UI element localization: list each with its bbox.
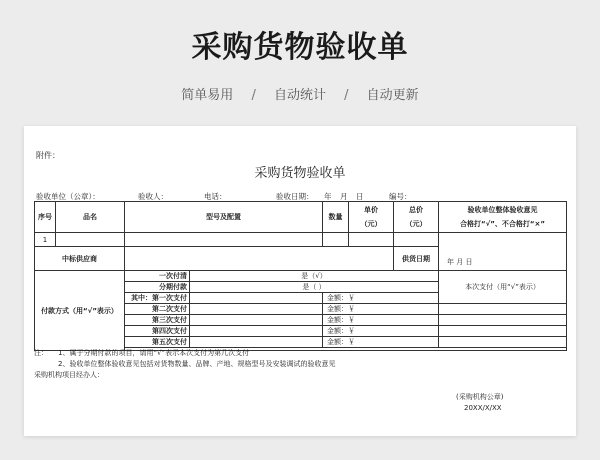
header-unit-price <box>349 202 394 233</box>
number-label: 编号： <box>389 192 412 201</box>
note-2: 2、验收单位整体验收意见包括对货物数量、品牌、产地、规格型号及安装调试的验收意见 <box>58 360 336 368</box>
acceptance-table <box>34 201 567 351</box>
header-seq: 序号 <box>35 202 56 233</box>
payment-method-label: 付款方式（用“√”表示） <box>35 271 125 351</box>
installment-label: 分期付款 <box>125 282 190 293</box>
note-1: 1、属于分期付款的项目，请用“√”表示本次支付为第几次支付 <box>58 349 250 357</box>
header-total-price <box>394 202 439 233</box>
phone-label: 电话： <box>204 192 227 201</box>
opinion-hint: 合格打“√”、不合格打“×” <box>460 220 545 228</box>
banner-title: 采购货物验收单 <box>191 30 409 65</box>
installment-4-amount: 金额：￥ <box>323 326 439 337</box>
installment-value: 是（ ） <box>190 282 439 293</box>
feature-tag: 自动统计 <box>273 88 326 103</box>
signature-date: 20XX/X/XX <box>464 404 502 412</box>
header-name: 品名 <box>56 202 125 233</box>
installment-1-blank <box>190 293 323 304</box>
total-price-unit: （元） <box>405 220 427 228</box>
installment-3-blank <box>190 315 323 326</box>
supplier-label: 中标供应商 <box>35 247 125 271</box>
header-qty: 数量 <box>323 202 349 233</box>
installment-3-check <box>439 315 567 326</box>
installment-5-check <box>439 337 567 348</box>
row-seq: 1 <box>35 233 56 247</box>
installment-3-amount: 金额：￥ <box>323 315 439 326</box>
installment-3-label: 第三次支付 <box>125 315 190 326</box>
lump-sum-label: 一次付清 <box>125 271 190 282</box>
installment-5-label: 第五次支付 <box>125 337 190 348</box>
installment-2-label: 第二次支付 <box>125 304 190 315</box>
date-month: 月 <box>340 192 348 201</box>
attachment-label: 附件： <box>36 151 60 160</box>
row-unit-price <box>349 233 394 247</box>
unit-label: 验收单位（公章）： <box>36 192 100 201</box>
opinion-label: 验收单位整体验收意见 <box>467 206 538 214</box>
date-day: 日 <box>356 192 364 201</box>
header-model: 型号及配置 <box>125 202 323 233</box>
separator: / <box>344 88 349 103</box>
installment-1-amount: 金额：￥ <box>323 293 439 304</box>
feature-tags <box>0 84 600 103</box>
row-model <box>125 233 323 247</box>
unit-price-label: 单价 <box>364 206 378 214</box>
date-label: 验收日期： <box>276 192 314 201</box>
installment-5-blank <box>190 337 323 348</box>
payment-row <box>35 271 567 282</box>
installment-2-amount: 金额：￥ <box>323 304 439 315</box>
installment-5-amount: 金额：￥ <box>323 337 439 348</box>
manager-label: 采购机构项目经办人： <box>34 371 104 379</box>
table-row <box>35 233 567 247</box>
date-year: 年 <box>324 192 332 201</box>
lump-sum-value: 是（√） <box>190 271 439 282</box>
supplier-value <box>125 247 394 271</box>
installment-4-check <box>439 326 567 337</box>
installment-2-check <box>439 304 567 315</box>
agency-stamp: (采购机构公章) <box>456 393 504 401</box>
installment-4-blank <box>190 326 323 337</box>
separator: / <box>251 88 256 103</box>
supply-date-label: 供货日期 <box>394 247 439 271</box>
row-total-price <box>394 233 439 247</box>
row-qty <box>323 233 349 247</box>
installment-4-label: 第四次支付 <box>125 326 190 337</box>
document-preview <box>24 126 576 436</box>
total-price-label: 总价 <box>409 206 423 214</box>
feature-tag: 简单易用 <box>181 88 234 103</box>
document-title: 采购货物验收单 <box>254 166 346 181</box>
unit-price-unit: （元） <box>360 220 382 228</box>
table-header-row <box>35 202 567 233</box>
receiver-label: 验收人： <box>138 192 168 201</box>
current-payment-label: 本次支付（用“√”表示） <box>439 271 567 304</box>
installment-2-blank <box>190 304 323 315</box>
supply-date-value: 年 月 日 <box>447 258 473 266</box>
installment-1-label: 其中：第一次支付 <box>125 293 190 304</box>
note-label: 注： <box>34 349 48 357</box>
header-opinion <box>439 202 567 233</box>
feature-tag: 自动更新 <box>366 88 419 103</box>
row-name <box>56 233 125 247</box>
